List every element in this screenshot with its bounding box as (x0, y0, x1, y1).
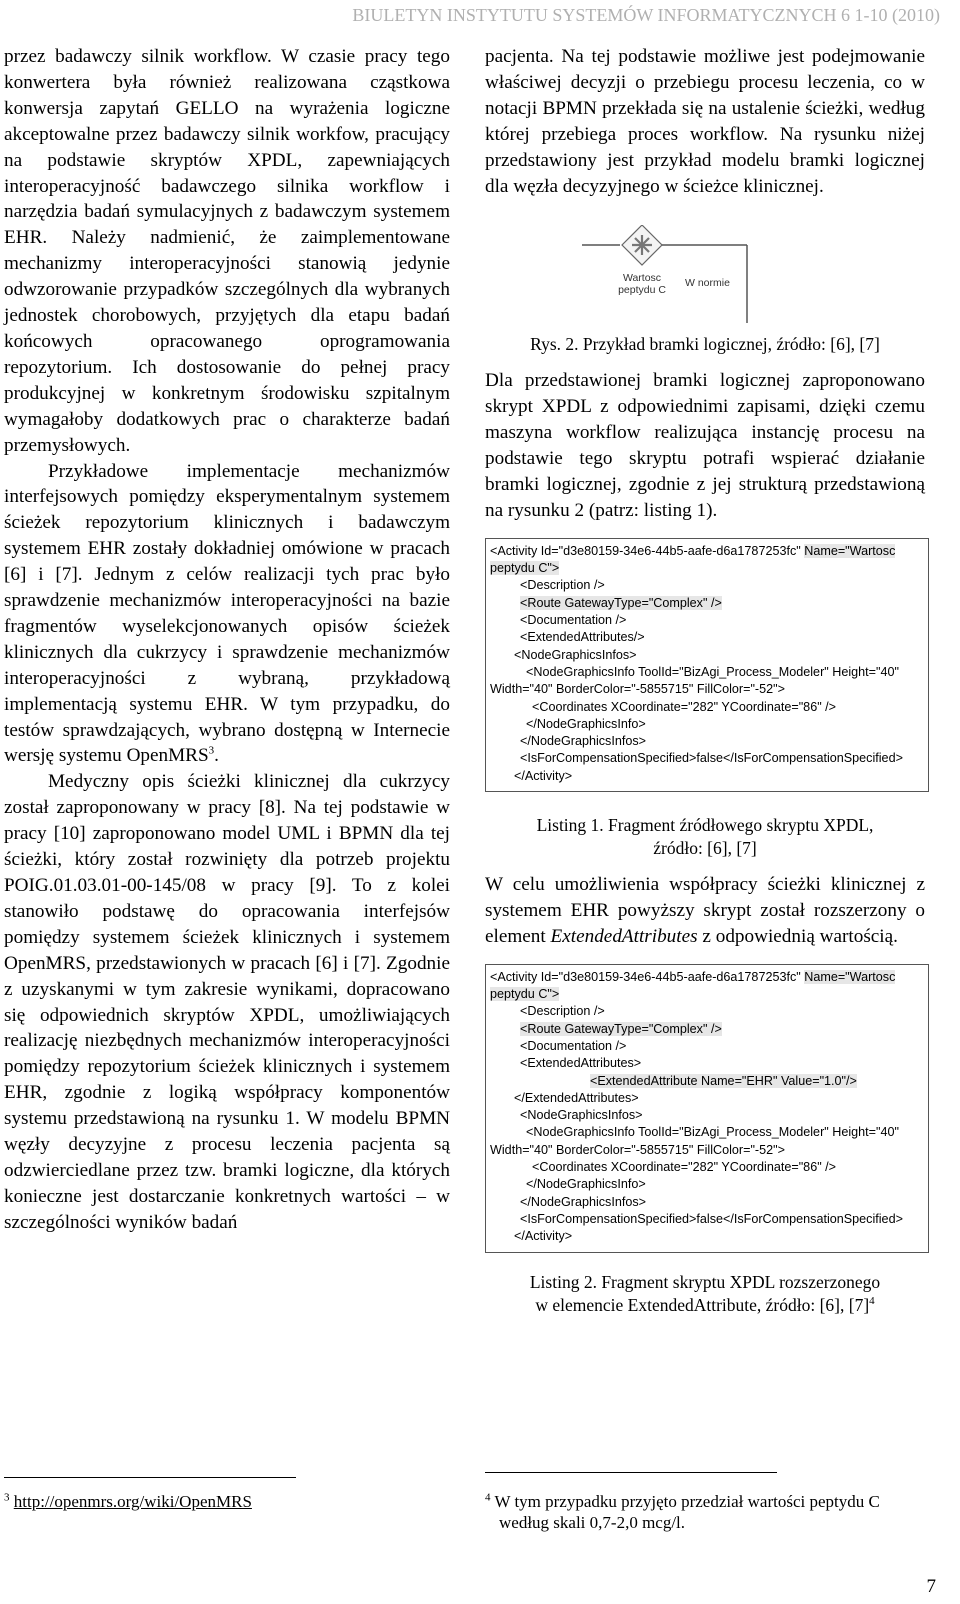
code-line: <Activity Id="d3e80159-34e6-44b5-aafe-d6a1787253fc" Name="Wartosc (490, 543, 896, 558)
code-line: </NodeGraphicsInfo> (526, 1177, 646, 1192)
code-line: </NodeGraphicsInfos> (520, 734, 647, 749)
code-line: <Route GatewayType="Complex" /> (520, 595, 722, 610)
footnote-ref[interactable]: 4 (869, 1294, 875, 1307)
paragraph: pacjenta. Na tej podstawie możliwe jest podejmowanie właściwej decyzji o przebiegu procesu leczenia, co w notacji BPMN przekłada się na ustalenie ścieżki, według której przebiega proces workflow. Na rysunku niżej przedstawiony jest przykład modelu bramki logicznej dla węzła decyzyjnego w ścieżce klinicznej. (485, 46, 925, 197)
code-line: Width="40" BorderColor="-5855715" FillColor="-52"> (490, 1142, 785, 1157)
paragraph: W celu umożliwienia współpracy ścieżki klinicznej z systemem EHR powyższy skrypt został rozszerzony o element ExtendedAttributes z odpowiednią wartością. (485, 874, 925, 947)
page-number: 7 (926, 1576, 936, 1597)
gateway-label-line-1: Wartosc (622, 272, 662, 285)
code-line: <ExtendedAttributes/> (520, 630, 645, 645)
footnote-3: $^3$ http://openmrs.org/wiki/OpenMRS (4, 1491, 252, 1511)
listing-caption: Listing 1. Fragment źródłowego skryptu XPDL, źródło: [6], [7] (536, 815, 874, 859)
right-column (485, 44, 925, 1329)
code-line: <Route GatewayType="Complex" /> (520, 1021, 722, 1036)
code-line: <Coordinates XCoordinate="282" YCoordinate="86" /> (532, 1160, 837, 1175)
running-header: BIULETYN INSTYTUTU SYSTEMÓW INFORMATYCZNYCH 6 1-10 (2010) (352, 5, 940, 25)
footnote-ref[interactable]: 3 (208, 745, 215, 758)
paragraph: Medyczny opis ścieżki klinicznej dla cukrzycy został zaproponowany w pracy [8]. Na tej podstawie w pracy [10] zaproponowano model UML i BPMN dla tej ścieżki, który został rozwinięty dla potrzeb projektu POIG.01.03.01-00-145/08 w pracy [9]. To z kolei stanowiło podstawę do opracowania interfejsów pomiędzy systemem ścieżek klinicznych i systemem OpenMRS, przedstawionych w pracach [6] i [7]. Zgodnie z uzyskanymi w tym zakresie wynikami, dopracowano się odpowiednich skryptów XPDL, umożliwiających realizację niezbędnych mechanizmów interoperacyjności pomiędzy repozytorium ścieżek klinicznych i systemem EHR, zgodnie z logiką współpracy komponentów systemu przedstawioną na rysunku 1. W modelu BPMN węzły decyzyjne z procesu leczenia pacjenta są odzwierciedlane przez tzw. bramki logiczne, dla których konieczne jest dostarczanie konkretnych wartości – w szczególności wyników badań (4, 771, 450, 1233)
left-column (4, 44, 450, 1236)
asterisk-icon (632, 235, 652, 255)
code-listing-1 (485, 538, 929, 792)
code-line: </Activity> (514, 1229, 573, 1244)
paragraph (4, 459, 450, 770)
code-line: <NodeGraphicsInfos> (520, 1108, 643, 1123)
gateway-label-line-2: peptydu C (618, 284, 666, 297)
code-line: </ExtendedAttributes> (514, 1090, 639, 1105)
footnote-rule (4, 1477, 296, 1478)
code-line: peptydu C"> (490, 987, 560, 1002)
code-line: peptydu C"> (490, 561, 560, 576)
footnote-link[interactable]: http://openmrs.org/wiki/OpenMRS (13, 1492, 252, 1511)
code-line: </Activity> (514, 768, 573, 783)
paragraph: przez badawczy silnik workflow. W czasie pracy tego konwertera była również realizowana cząstkowa konwersja zapytań GELLO na wyrażenia logiczne akceptowalne przez badawczy silnik workfow, pracujący na podstawie skryptów XPDL, zapewniających interoperacyjność badawczego silnika workflow i narzędzia badań symulacyjnych z badawczym systemem EHR. Należy nadmienić, że zaimplementowane mechanizmy interoperacyjności stanowią jedynie odwzorowanie przypadków szczególnych dla wybranych jednostek chorobowych, przyjętych dla etapu badań końcowych opracowanego oprogramowania repozytorium. Ich dostosowanie do pełnej pracy produkcyjnej w konkretnym środowisku szpitalnym wymagałoby dodatkowych prac o charakterze badań przemysłowych. (4, 46, 450, 456)
code-line: <NodeGraphicsInfos> (514, 647, 637, 662)
code-line: <IsForCompensationSpecified>false</IsForCompensationSpecified> (520, 1211, 903, 1226)
code-line: <NodeGraphicsInfo ToolId="BizAgi_Process_Modeler" Height="40" (526, 664, 899, 679)
code-line: <Activity Id="d3e80159-34e6-44b5-aafe-d6a1787253fc" Name="Wartosc (490, 969, 896, 984)
code-line: <IsForCompensationSpecified>false</IsForCompensationSpecified> (520, 751, 903, 766)
code-line: </NodeGraphicsInfo> (526, 716, 646, 731)
code-listing-2 (485, 964, 929, 1253)
paragraph-text: Przykładowe implementacje mechanizmów interfejsowych pomiędzy eksperymentalnym systemem ścieżek repozytorium klinicznych i badawczym systemem EHR zostały dokładniej omówione w pracach [6] i [7]. Jednym z celów realizacji tych prac było sprawdzenie mechanizmów interoperacyjności na bazie fragmentów wyselekcjonowanych opisów ścieżek klinicznych dla cukrzycy i sprawdzenie mechanizmów interoperacyjności z wybraną, przykładową implementacją systemu EHR. W tym przypadku, do testów sprawdzających, wybrano dostępną w Internecie wersję systemu OpenMRS (4, 460, 450, 767)
paragraph: Dla przedstawionej bramki logicznej zaproponowano skrypt XPDL z odpowiednimi zapisami, dzięki czemu maszyna workflow realizująca instancję procesu na podstawie tego skryptu potrafi wspierać działanie bramki logicznej, zgodnie z jej strukturą przedstawioną na rysunku 2 (patrz: listing 1). (485, 370, 925, 521)
code-line: <Coordinates XCoordinate="282" YCoordinate="86" /> (532, 699, 837, 714)
gateway-diagram (485, 225, 925, 325)
listing-caption: Listing 2. Fragment skryptu XPDL rozszerzonego w elemencie ExtendedAttribute, źródło: [6], $[7]^4$ (529, 1271, 881, 1315)
footnote-4: $^4$ W tym przypadku przyjęto przedział wartości peptydu C według skali 0,7-2,0 mcg/l. (485, 1491, 880, 1532)
paragraph-text-end: . (214, 745, 219, 767)
code-line: <ExtendedAttributes> (520, 1056, 642, 1071)
code-line: <NodeGraphicsInfo ToolId="BizAgi_Process_Modeler" Height="40" (526, 1125, 899, 1140)
footnote-rule (485, 1472, 777, 1473)
gateway-figure (485, 225, 925, 325)
code-line: </NodeGraphicsInfos> (520, 1194, 647, 1209)
code-line: <Documentation /> (520, 613, 627, 628)
code-line: <ExtendedAttribute Name="EHR" Value="1.0"/> (590, 1073, 857, 1088)
code-line: Width="40" BorderColor="-5855715" FillColor="-52"> (490, 682, 785, 697)
flow-label: W normie (685, 277, 730, 290)
code-line: <Description /> (520, 1004, 605, 1019)
code-line: <Description /> (520, 578, 605, 593)
figure-caption: Rys. 2. Przykład bramki logicznej, źródło: [6], [7] (530, 334, 880, 355)
code-line: <Documentation /> (520, 1038, 627, 1053)
